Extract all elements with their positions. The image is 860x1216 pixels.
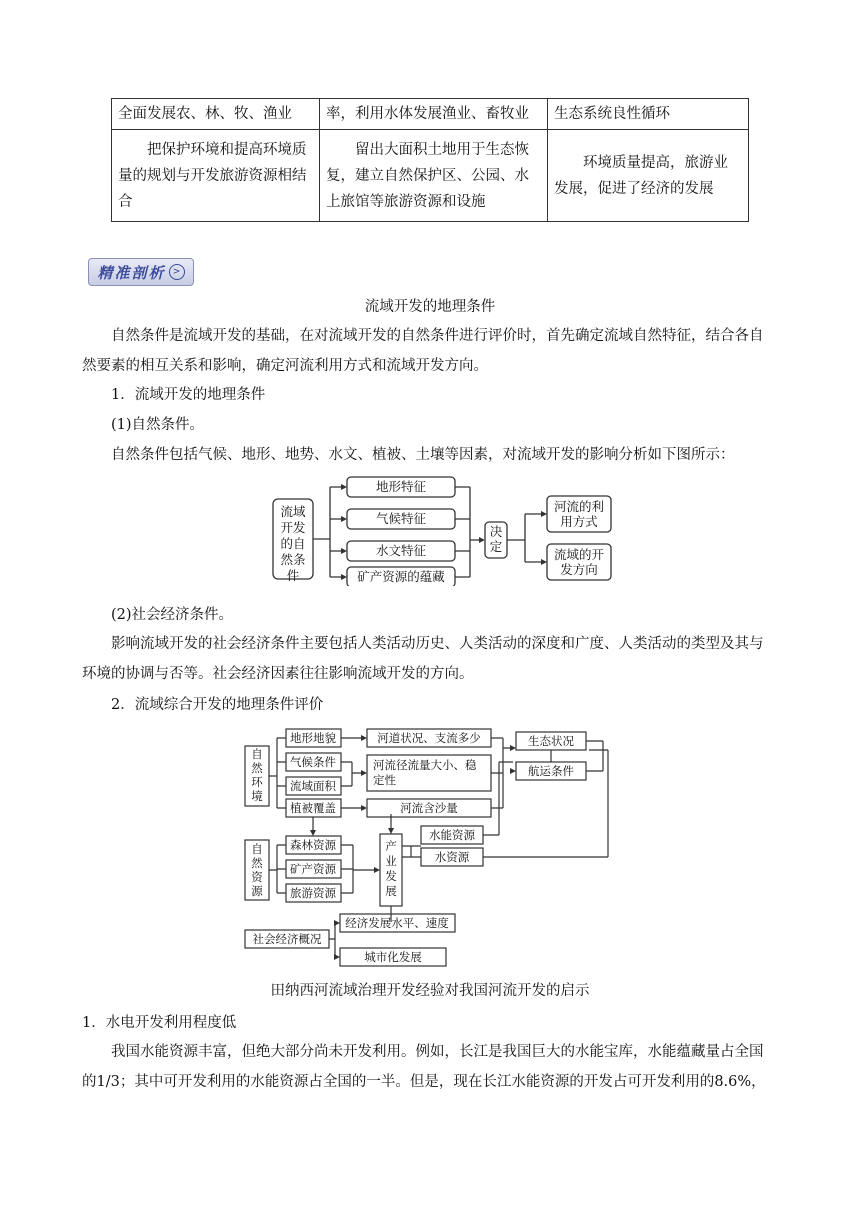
diagram1-result: 河流的利用方式 <box>553 499 605 529</box>
social-box: 社会经济概况 <box>252 932 322 946</box>
res-item: 森林资源 <box>290 838 336 852</box>
table-cell: 生态系统良性循环 <box>548 99 749 130</box>
env-item: 流域面积 <box>290 779 336 793</box>
diagram2-res: 自然资源 <box>251 842 263 898</box>
natural-conditions-diagram <box>270 474 620 586</box>
heading-1: 1．流域开发的地理条件 <box>111 387 266 403</box>
diagram1-factor: 矿产资源的蕴藏 <box>357 569 445 584</box>
measures-table <box>111 98 749 222</box>
heading-1b: (2)社会经济条件。 <box>111 607 234 623</box>
section-title: 流域开发的地理条件 <box>364 299 496 315</box>
diagram1-factor: 水文特征 <box>375 543 427 558</box>
chevron-right-icon: > <box>169 264 185 280</box>
table-cell: 把保护环境和提高环境质量的规划与开发旅游资源相结合 <box>112 130 320 222</box>
env-item: 地形地貌 <box>290 731 336 745</box>
env-effect: 河道状况、支流多少 <box>377 731 481 745</box>
table-row <box>112 99 749 130</box>
res-item: 矿产资源 <box>290 862 336 876</box>
social-item: 城市化发展 <box>364 950 422 964</box>
res-item: 旅游资源 <box>290 886 336 900</box>
table-cell: 留出大面积土地用于生态恢复，建立自然保护区、公园、水上旅馆等旅游资源和设施 <box>320 130 548 222</box>
table-cell: 环境质量提高，旅游业发展，促进了经济的发展 <box>548 130 749 222</box>
heading-3: 1．水电开发利用程度低 <box>82 1015 237 1031</box>
right-item: 航运条件 <box>528 764 574 778</box>
right-item: 生态状况 <box>528 734 574 748</box>
diagram1-result: 流域的开发方向 <box>553 547 605 577</box>
intro-paragraph: 自然条件是流域开发的基础，在对流域开发的自然条件进行评价时，首先确定流域自然特征，结合各自然要素的相互关系和影响，确定河流利用方式和流域开发方向。 <box>82 328 764 374</box>
table-cell: 率，利用水体发展渔业、畜牧业 <box>320 99 548 130</box>
heading-1a-text: 自然条件包括气候、地形、地势、水文、植被、土壤等因素，对流域开发的影响分析如下图所示： <box>111 447 735 463</box>
evaluation-diagram <box>243 724 618 970</box>
heading-1a: (1)自然条件。 <box>111 417 205 433</box>
badge-label: 精准剖析 <box>97 263 166 282</box>
diagram1-left: 流域开发的自然条件 <box>280 504 306 583</box>
table-cell: 全面发展农、林、牧、渔业 <box>112 99 320 130</box>
table-row <box>112 130 749 222</box>
heading-2: 2．流域综合开发的地理条件评价 <box>111 697 324 713</box>
hydro-paragraph: 我国水能资源丰富，但绝大部分尚未开发利用。例如，长江是我国巨大的水能宝库，水能蕴藏量占全国的1/3；其中可开发利用的水能资源占全国的一半。但是，现在长江水能资源的开发占可开发利用的8.6%， <box>82 1044 766 1090</box>
water-item: 水能资源 <box>429 828 475 842</box>
diagram1-mid: 决定 <box>489 524 503 554</box>
env-effect: 河流含沙量 <box>400 801 458 815</box>
diagram1-factor: 地形特征 <box>375 479 427 494</box>
industry-box: 产业发展 <box>385 839 397 898</box>
social-paragraph: 影响流域开发的社会经济条件主要包括人类活动历史、人类活动的深度和广度、人类活动的类型及其与环境的协调与否等。社会经济因素往往影响流域开发的方向。 <box>82 636 764 682</box>
precise-analysis-badge <box>88 258 194 286</box>
env-item: 植被覆盖 <box>290 801 336 815</box>
diagram2-env: 自然环境 <box>251 747 263 803</box>
env-effect: 河流径流量大小、稳定性 <box>373 758 477 787</box>
section-title-2: 田纳西河流域治理开发经验对我国河流开发的启示 <box>270 983 590 999</box>
env-item: 气候条件 <box>290 755 336 769</box>
social-item: 经济发展水平、速度 <box>345 916 449 930</box>
diagram1-factor: 气候特征 <box>375 511 427 526</box>
water-item: 水资源 <box>434 850 470 864</box>
